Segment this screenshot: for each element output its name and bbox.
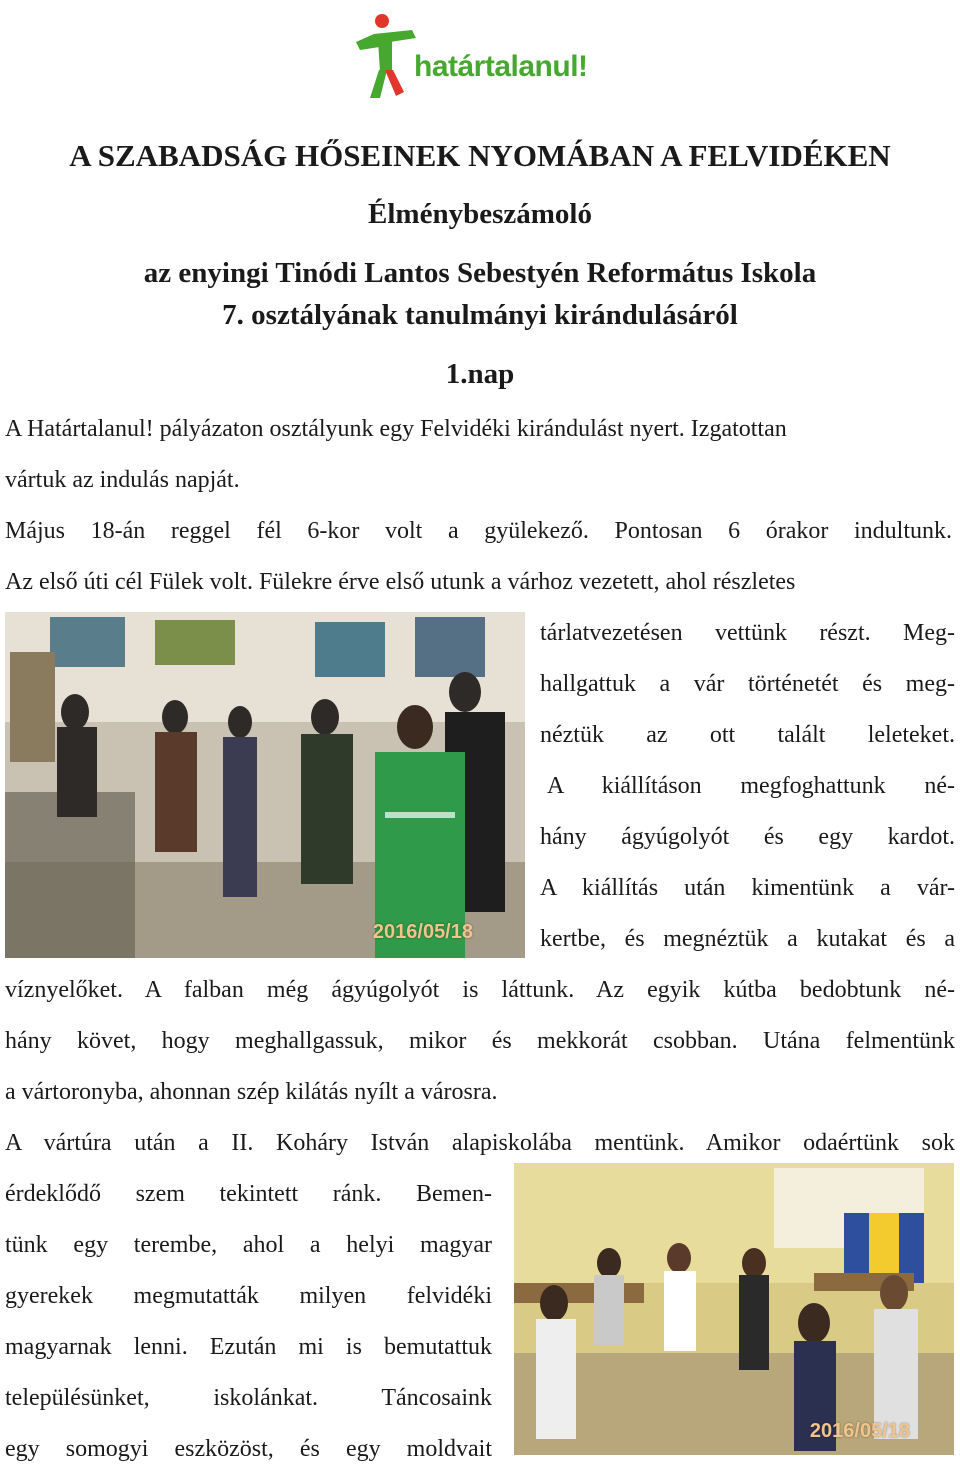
body-line: hallgattuk a vár történetét és meg- xyxy=(540,672,955,697)
document-title: A SZABADSÁG HŐSEINEK NYOMÁBAN A FELVIDÉKEN xyxy=(69,138,891,173)
body-line: hány ágyúgolyót és egy kardot. xyxy=(540,825,955,850)
body-line: magyarnak lenni. Ezután mi is bemutattuk xyxy=(5,1335,492,1360)
body-line: A kiállításon megfoghattunk né- xyxy=(547,774,955,799)
body-line: A vártúra után a II. Koháry István alapiskolába mentünk. Amikor odaértünk sok xyxy=(5,1131,955,1156)
body-line: településünket, iskolánkat. Táncosaink xyxy=(5,1386,492,1411)
body-line: Az első úti cél Fülek volt. Fülekre érve első utunk a várhoz vezetett, ahol részletes xyxy=(5,569,796,595)
body-line: vártuk az indulás napját. xyxy=(5,467,240,493)
body-line: tünk egy terembe, ahol a helyi magyar xyxy=(5,1233,492,1258)
school-line: az enyingi Tinódi Lantos Sebestyén Református Iskola xyxy=(143,257,817,289)
body-line: A kiállítás után kimentünk a vár- xyxy=(540,876,955,901)
day-heading: 1.nap xyxy=(445,358,515,390)
museum-photo-date: 2016/05/18 xyxy=(372,921,473,943)
logo-text: határtalanul! xyxy=(414,50,588,83)
body-line: a vártoronyba, ahonnan szép kilátás nyílt a városra. xyxy=(5,1079,498,1105)
museum-photo xyxy=(5,612,525,958)
body-line: néztük az ott talált leleteket. xyxy=(540,723,955,748)
body-line: hány követ, hogy meghallgassuk, mikor és mekkorát csobban. Utána felmentünk xyxy=(5,1029,955,1054)
school-dance-photo xyxy=(514,1163,954,1455)
logo-figure-icon xyxy=(352,12,422,102)
logo xyxy=(352,12,612,102)
body-line: egy somogyi eszközöst, és egy moldvait xyxy=(5,1437,492,1462)
body-line: érdeklődő szem tekintett ránk. Bemen- xyxy=(5,1182,492,1207)
body-line: kertbe, és megnéztük a kutakat és a xyxy=(540,927,955,952)
body-line: gyerekek megmutatták milyen felvidéki xyxy=(5,1284,492,1309)
school-photo-date: 2016/05/18 xyxy=(809,1420,910,1442)
class-line: 7. osztályának tanulmányi kirándulásáról xyxy=(222,299,738,331)
body-line: víznyelőket. A falban még ágyúgolyót is láttunk. Az egyik kútba bedobtunk né- xyxy=(5,978,955,1003)
body-line: Május 18-án reggel fél 6-kor volt a gyülekező. Pontosan 6 órakor indultunk. xyxy=(5,519,952,544)
document-subtitle: Élménybeszámoló xyxy=(368,198,592,230)
body-line: tárlatvezetésen vettünk részt. Meg- xyxy=(540,621,955,646)
body-line: A Határtalanul! pályázaton osztályunk egy Felvidéki kirándulást nyert. Izgatottan xyxy=(5,416,787,442)
